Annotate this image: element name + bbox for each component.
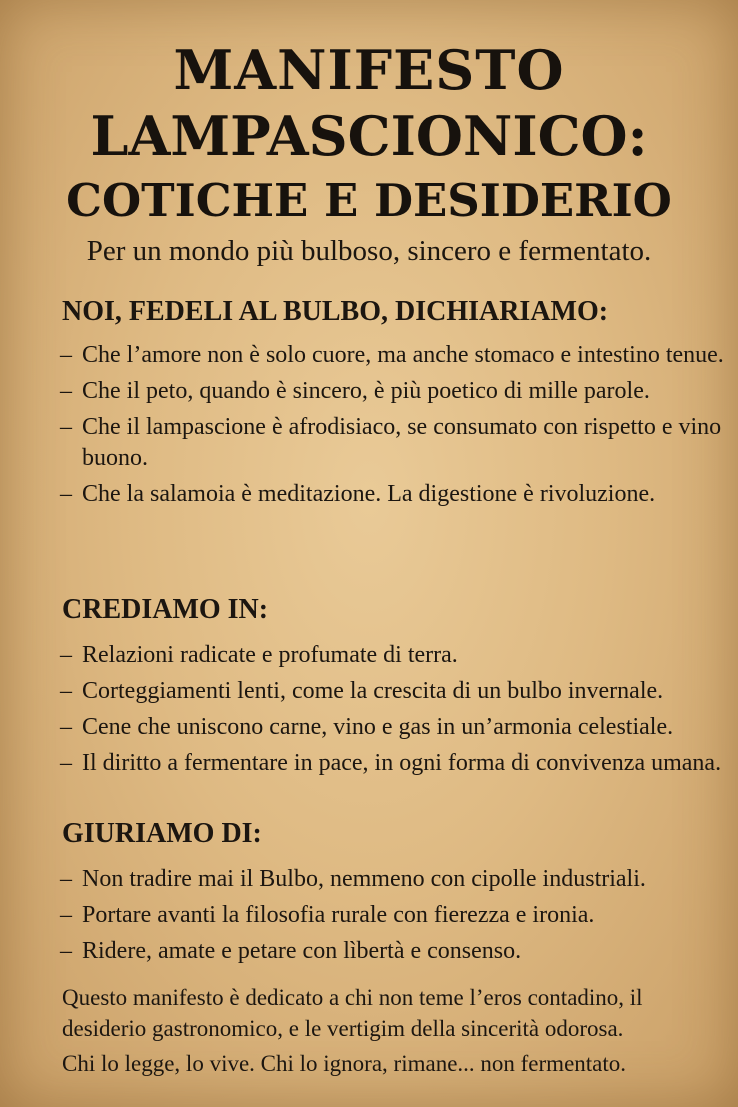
- title-line-3: COTICHE E DESIDERIO: [66, 174, 672, 227]
- list-item: [60, 412, 732, 474]
- list-item: [60, 900, 732, 931]
- dash-marker: –: [60, 678, 72, 704]
- title-line-1: MANIFESTO: [173, 38, 565, 102]
- list-item: [60, 864, 732, 895]
- closing-motto: Chi lo legge, lo vive. Chi lo ignora, rimane... non fermentato.: [62, 1051, 627, 1076]
- list-item: [60, 640, 732, 671]
- dash-marker: –: [60, 414, 72, 440]
- list-item: [60, 376, 732, 407]
- list-item-text: Che il lampascione è afrodisiaco, se consumato con rispetto e vino buono.: [82, 414, 722, 471]
- list-item-text: Che il peto, quando è sincero, è più poetico di mille parole.: [82, 378, 650, 404]
- section-heading-swear: GIURIAMO DI:: [62, 818, 262, 849]
- section-list-believe: [60, 640, 732, 784]
- section-heading-declare: NOI, FEDELI AL BULBO, DICHIARIAMO:: [62, 296, 609, 327]
- dash-marker: –: [60, 342, 72, 368]
- dash-marker: –: [60, 642, 72, 668]
- list-item: [60, 479, 732, 510]
- dash-marker: –: [60, 714, 72, 740]
- list-item-text: Che la salamoia è meditazione. La digestione è rivoluzione.: [82, 481, 656, 507]
- section-heading-believe: CREDIAMO IN:: [62, 594, 269, 625]
- list-item-text: Che l’amore non è solo cuore, ma anche stomaco e intestino tenue.: [82, 342, 724, 368]
- closing-dedication: Questo manifesto è dedicato a chi non teme l’eros contadino, il desiderio gastronomico, e le vertigim della sincerità odorosa.: [62, 985, 643, 1041]
- title-line-2: LAMPASCIONICO:: [90, 104, 648, 168]
- list-item: [60, 676, 732, 707]
- list-item-text: Ridere, amate e petare con lìbertà e consenso.: [82, 938, 522, 964]
- list-item: [60, 748, 732, 779]
- dash-marker: –: [60, 866, 72, 892]
- list-item-text: Corteggiamenti lenti, come la crescita di un bulbo invernale.: [82, 678, 664, 704]
- list-item-text: Portare avanti la filosofia rurale con fierezza e ironia.: [82, 902, 595, 928]
- list-item-text: Cene che uniscono carne, vino e gas in un’armonia celestiale.: [82, 714, 674, 740]
- list-item-text: Non tradire mai il Bulbo, nemmeno con cipolle industriali.: [82, 866, 646, 892]
- list-item-text: Relazioni radicate e profumate di terra.: [82, 642, 458, 668]
- subtitle: Per un mondo più bulboso, sincero e fermentato.: [86, 235, 652, 267]
- dash-marker: –: [60, 378, 72, 404]
- section-list-swear: [60, 864, 732, 972]
- dash-marker: –: [60, 902, 72, 928]
- list-item: [60, 712, 732, 743]
- dash-marker: –: [60, 481, 72, 507]
- section-list-declare: [60, 340, 732, 515]
- list-item-text: Il diritto a fermentare in pace, in ogni forma di convivenza umana.: [82, 750, 722, 776]
- list-item: [60, 340, 732, 371]
- list-item: [60, 936, 732, 967]
- dash-marker: –: [60, 938, 72, 964]
- dash-marker: –: [60, 750, 72, 776]
